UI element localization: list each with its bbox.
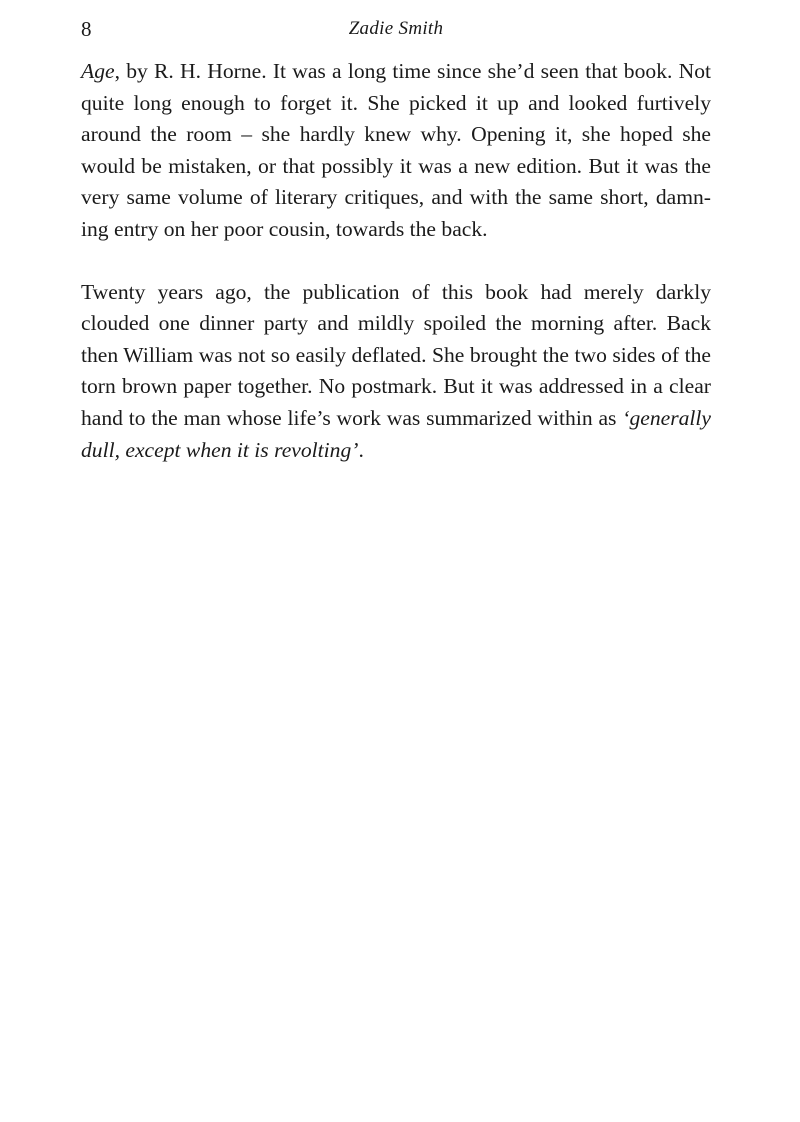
quoted-critique: ‘generally dull, except when it is revolting’ xyxy=(81,405,711,462)
body-text xyxy=(81,56,711,466)
paragraph-2 xyxy=(81,277,711,467)
book-title-fragment: Age xyxy=(81,59,115,83)
paragraph-2-text: Twenty years ago, the publication of this book had merely darkly clouded one dinner party and mildly spoiled the morning after. Back then William was not so easily deflated. She brought the two sides of the torn brown paper together. No postmark. But it was addressed in a clear hand to the man whose life’s work was summarized within as xyxy=(81,279,711,430)
paragraph-1 xyxy=(81,56,711,246)
paragraph-1-text: , by R. H. Horne. It was a long time since she’d seen that book. Not quite long enough to forget it. She picked it up and looked furtively around the room – she hardly knew why. Opening it, she hoped she would be mistaken, or that possibly it was a new edition. But it was the very same volume of literary critiques, and with the same short, damning entry on her poor cousin, towards the back. xyxy=(81,59,711,241)
running-head xyxy=(81,14,711,44)
paragraph-2-tail: . xyxy=(358,437,364,462)
running-title: Zadie Smith xyxy=(348,18,444,39)
page-number: 8 xyxy=(81,17,92,41)
